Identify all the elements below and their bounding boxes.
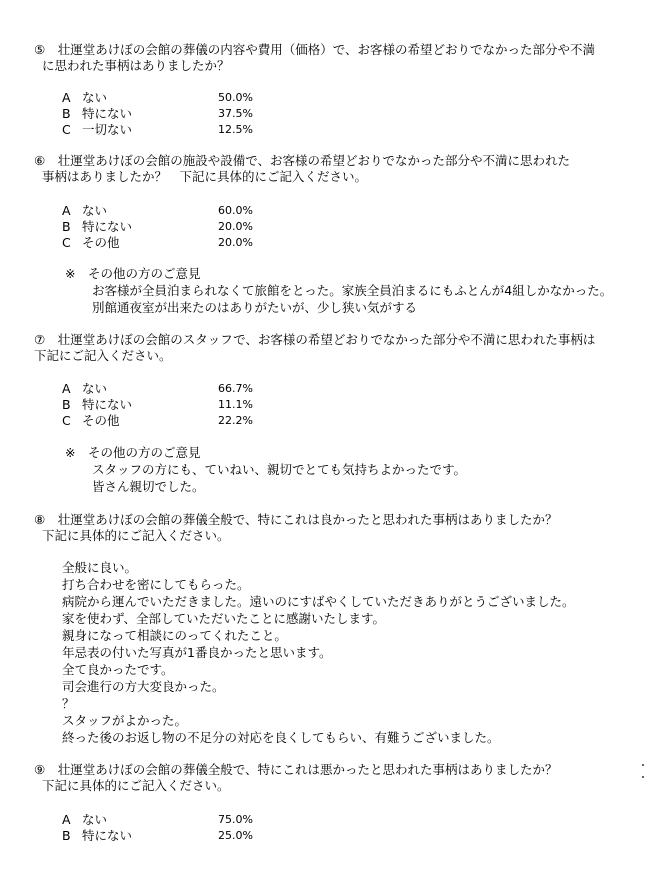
question-7-title-line1: ⑦ 壮運堂あけぼの会館のスタッフで、お客様の希望どおりでなかった部分や不満に思われた事柄は [34, 332, 596, 347]
question-8-comment: 年忌表の付いた写真が1番良かったと思います。 [62, 645, 332, 660]
scan-mark [642, 764, 644, 766]
question-6-title [34, 153, 644, 185]
question-6-remark-header: ※ その他の方のご意見 [65, 266, 201, 281]
question-5-title [34, 42, 644, 74]
question-5-title-line1: ⑤ 壮運堂あけぼの会館の葬儀の内容や費用（価格）で、お客様の希望どおりでなかった部分や不満 [34, 42, 595, 57]
question-7-remark: 皆さん親切でした。 [92, 479, 205, 494]
question-8-comment: スタッフがよかった。 [62, 713, 188, 728]
option-label: その他 [82, 413, 120, 428]
option-percent: 50.0% [218, 91, 253, 104]
option-percent: 22.2% [218, 414, 253, 427]
question-6-remark: お客様が全員泊まられなくて旅館をとった。家族全員泊まるにもふとんが4組しかなかった。 [92, 283, 613, 298]
question-6-remark: 別館通夜室が出来たのはありがたいが、少し狭い気がする [92, 300, 418, 315]
question-8-title [34, 512, 644, 544]
question-8-comment: 終った後のお返し物の不足分の対応を良くしてもらい、有難うございました。 [62, 730, 500, 745]
question-9-title-line2: 下記に具体的にご記入ください。 [42, 778, 230, 793]
question-8-title-line2: 下記に具体的にご記入ください。 [42, 528, 230, 543]
option-letter: B [62, 219, 71, 234]
question-8-comment: 家を使わず、全部していただいたことに感謝いたします。 [62, 611, 386, 626]
option-letter: A [62, 203, 71, 218]
option-label: 特にない [82, 828, 133, 843]
scan-mark [642, 776, 644, 778]
option-letter: C [62, 413, 71, 428]
option-letter: A [62, 381, 71, 396]
option-letter: B [62, 828, 71, 843]
question-6-title-line2: 事柄はありましたか？ 下記に具体的にご記入ください。 [42, 169, 368, 184]
option-letter: B [62, 106, 71, 121]
question-8-comment: 全般に良い。 [62, 560, 138, 575]
option-letter: B [62, 397, 71, 412]
question-7-remark-header: ※ その他の方のご意見 [65, 445, 201, 460]
question-9-title [34, 762, 644, 794]
question-7-title [34, 332, 644, 364]
option-label: 特にない [82, 106, 133, 121]
option-label: ない [82, 203, 108, 218]
option-label: ない [82, 381, 108, 396]
option-label: 一切ない [82, 122, 133, 137]
option-percent: 66.7% [218, 382, 253, 395]
question-8-comment: ？ [62, 696, 75, 711]
option-letter: A [62, 812, 71, 827]
question-6-title-line1: ⑥ 壮運堂あけぼの会館の施設や設備で、お客様の希望どおりでなかった部分や不満に思われた [34, 153, 570, 168]
question-8-comment: 全て良かったです。 [62, 662, 174, 677]
option-percent: 20.0% [218, 236, 253, 249]
option-letter: C [62, 235, 71, 250]
question-8-comment: 親身になって相談にのってくれたこと。 [62, 628, 287, 643]
question-8-comment: 司会進行の方大変良かった。 [62, 679, 225, 694]
option-label: 特にない [82, 397, 133, 412]
option-label: その他 [82, 235, 120, 250]
option-label: 特にない [82, 219, 133, 234]
option-label: ない [82, 812, 108, 827]
question-7-remark: スタッフの方にも、ていねい、親切でとても気持ちよかったです。 [92, 462, 467, 477]
option-percent: 60.0% [218, 204, 253, 217]
option-letter: A [62, 90, 71, 105]
option-percent: 12.5% [218, 123, 253, 136]
question-8-title-line1: ⑧ 壮運堂あけぼの会館の葬儀全般で、特にこれは良かったと思われた事柄はありましたか？ [34, 512, 558, 527]
option-letter: C [62, 122, 71, 137]
option-percent: 75.0% [218, 813, 253, 826]
question-8-comment: 打ち合わせを密にしてもらった。 [62, 577, 250, 592]
question-8-comment: 病院から運んでいただきました。遠いのにすばやくしていただきありがとうございました。 [62, 594, 575, 609]
option-percent: 25.0% [218, 829, 253, 842]
option-label: ない [82, 90, 108, 105]
question-9-title-line1: ⑨ 壮運堂あけぼの会館の葬儀全般で、特にこれは悪かったと思われた事柄はありましたか？ [34, 762, 558, 777]
option-percent: 37.5% [218, 107, 253, 120]
option-percent: 20.0% [218, 220, 253, 233]
option-percent: 11.1% [218, 398, 253, 411]
question-5-title-line2: に思われた事柄はありましたか？ [42, 58, 230, 73]
question-7-title-line2: 下記にご記入ください。 [34, 348, 172, 363]
